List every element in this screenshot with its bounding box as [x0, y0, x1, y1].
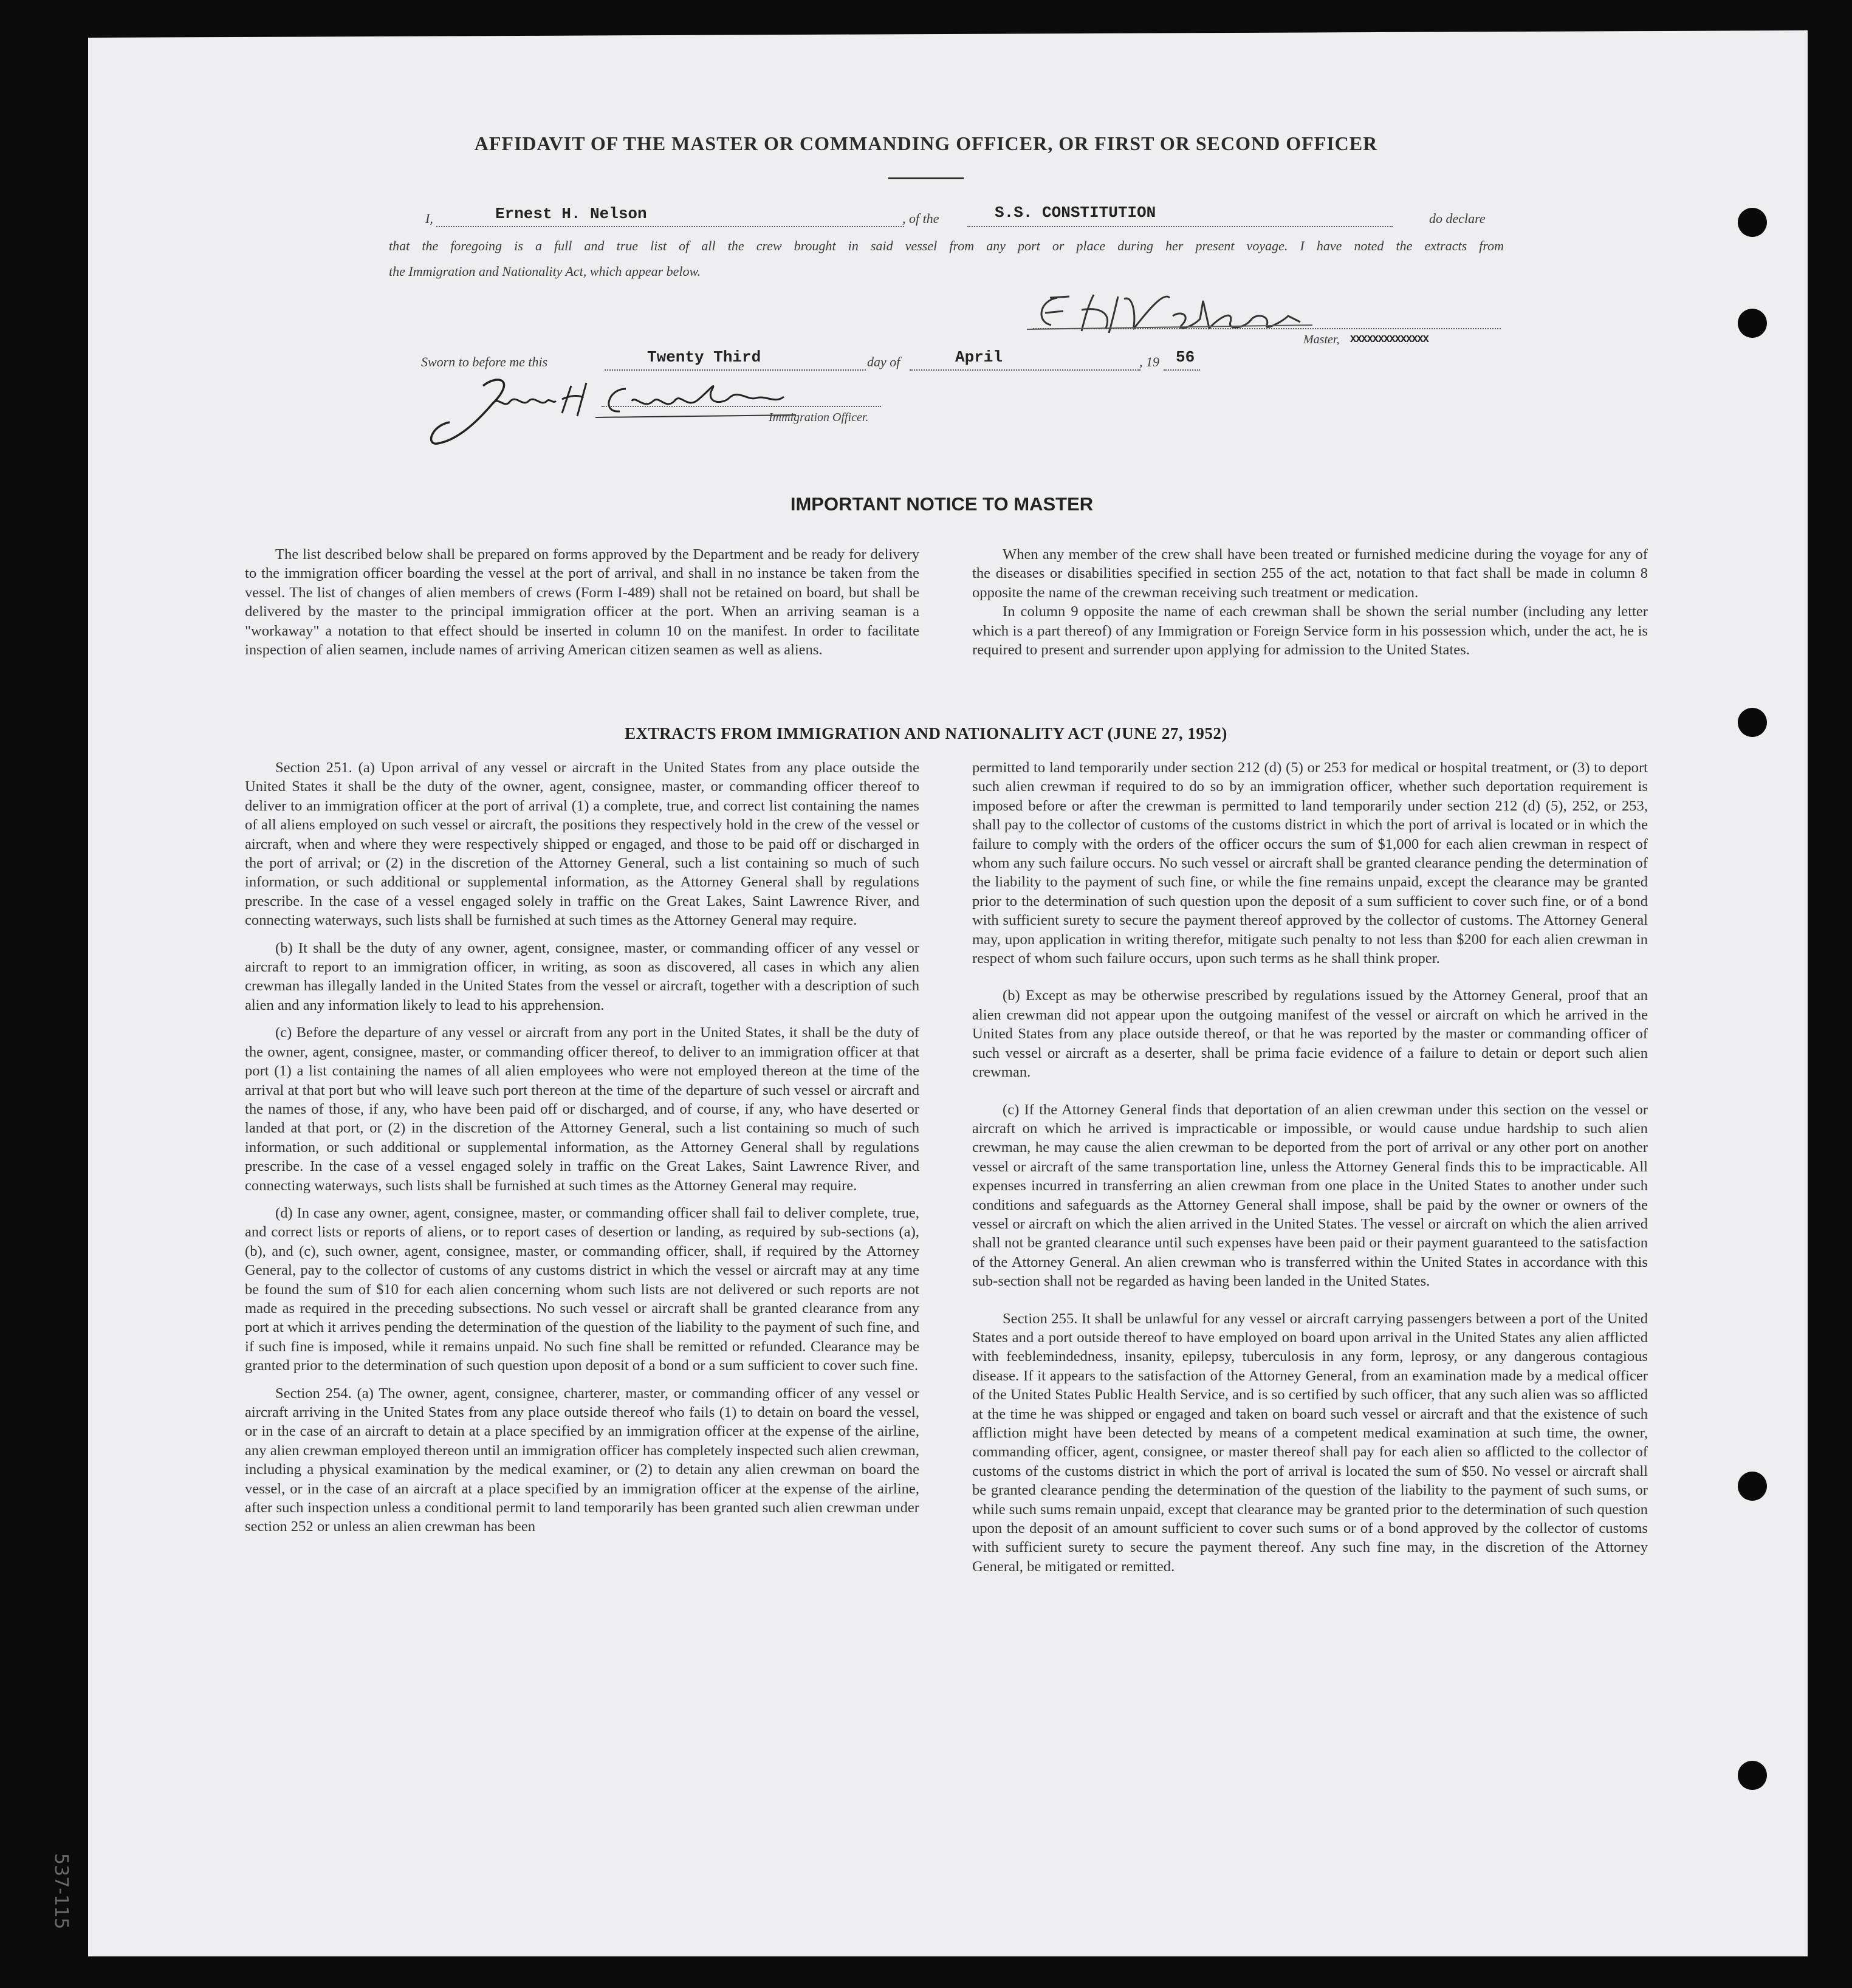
- of-the-label: , of the: [902, 211, 939, 226]
- struck-title: XXXXXXXXXXXXXX: [1350, 334, 1428, 346]
- declare-label: do declare: [1429, 211, 1486, 226]
- notice-title: IMPORTANT NOTICE TO MASTER: [790, 493, 1094, 515]
- affidavit-statement-line2: the Immigration and Nationality Act, which appear below.: [389, 264, 701, 279]
- notice-paragraph: In column 9 opposite the name of each crewman shall be shown the serial number (including any letter which is a part thereof) of any Immigration or Foreign Service form in his possession which, under the act, he is required to present and surrender upon applying for admission to the United States.: [972, 603, 1648, 659]
- affidavit-statement-line1: that the foregoing is a full and true list of all the crew brought in said vessel from any port or place during her present voyage. I have noted the extracts from: [389, 238, 1504, 253]
- sworn-year: 56: [1176, 348, 1195, 366]
- notice-paragraph: The list described below shall be prepared on forms approved by the Department and be ready for delivery to the immigration officer boarding the vessel at the port of arrival, and shall in no instance be taken from the vessel. The list of changes of alien members of crews (Form I-489) shall not be retained on board, but shall be delivered by the master to the principal immigration officer at the port. When an arriving seaman is a "workaway" a notation to that effect should be inserted in column 10 on the manifest. In order to facilitate inspection of alien seamen, include names of arriving American citizen seamen as well as aliens.: [245, 546, 919, 659]
- act-section: (b) Except as may be otherwise prescribed by regulations issued by the Attorney General, proof that an alien crewman did not appear upon the outgoing manifest of the vessel or aircraft on which he arrived in the United States from any place outside thereof, or that he was reported by the master or commanding officer of such vessel or aircraft as a deserter, shall be prima facie evidence of a failure to detain or deport such alien crewman.: [972, 987, 1648, 1081]
- month-line: [910, 369, 1140, 371]
- binder-hole: [1738, 309, 1767, 338]
- act-section: permitted to land temporarily under section 212 (d) (5) or 253 for medical or hospital treatment, or (3) to deport such alien crewman if required to do so by an immigration officer, whether such deportation requirement is imposed before or after the crewman is permitted to land temporarily under section 212 (d) (5), 252, or 253, shall pay to the collector of customs of the customs district in which the port of arrival is located or in which the failure to comply with the orders of the officer occurs the sum of $1,000 for each alien crewman in respect of whom any such failure occurs. No such vessel or aircraft shall be granted clearance pending the determination of the liability to the payment of such fine, or while the fine remains unpaid, except the clearance may be granted prior to the determination of such question upon the deposit of a sum sufficient to cover such fine, or of a bond with sufficient surety to secure the payment thereof approved by the collector of customs. The Attorney General may, upon application in writing therefor, mitigate such penalty to not less than $200 for each alien crewman in respect of whom such failure occurs, upon such terms as he shall think proper.: [972, 759, 1648, 967]
- act-section: (c) If the Attorney General finds that deportation of an alien crewman under this section on the vessel or aircraft on which he arrived is impracticable or impossible, or would cause undue hardship to such alien crewman, he may cause the alien crewman to be deported from the port of arrival or any other port on another vessel or aircraft of the same transportation line, unless the Attorney General finds this to be impracticable. All expenses incurred in transferring an alien crewman from one place in the United States to another under such conditions and safeguards as the Attorney General shall impose, shall be paid by the owner or owners of the vessel or aircraft on which the alien arrived in the United States. The vessel or aircraft on which the alien arrived shall not be granted clearance until such expenses have been paid or their payment guaranteed to the satisfaction of the Attorney General. An alien crewman who is transferred within the United States in accordance with this sub-section shall not be regarded as having been landed in the United States.: [972, 1101, 1648, 1290]
- binder-hole: [1738, 208, 1767, 237]
- margin-note: 537-115: [50, 1853, 72, 1930]
- name-line: [436, 226, 904, 227]
- sworn-day: Twenty Third: [647, 348, 761, 366]
- notice-paragraph: When any member of the crew shall have been treated or furnished medicine during the voyage for any of the diseases or disabilities specified in section 255 of the act, notation to that fact shall be made in column 8 opposite the name of the crewman receiving such treatment or medication.: [972, 546, 1648, 601]
- vessel-name: S.S. CONSTITUTION: [995, 204, 1156, 222]
- extracts-title: EXTRACTS FROM IMMIGRATION AND NATIONALITY ACT (JUNE 27, 1952): [625, 724, 1227, 742]
- sworn-month: April: [955, 348, 1003, 366]
- master-label: Master,: [1303, 333, 1340, 346]
- act-section: Section 255. It shall be unlawful for any vessel or aircraft carrying passengers between a port of the United States and a port outside thereof to have employed on board upon arrival in the United States any alien afflicted with feeblemindedness, insanity, epilepsy, tuberculosis in any form, leprosy, or any dangerous contagious disease. If it appears to the satisfaction of the Attorney General, from an examination made by a medical officer of the United States Public Health Service, and is so certified by such officer, that any such alien was so afflicted at the time he was shipped or engaged and taken on board such vessel or aircraft and that the existence of such affliction might have been detected by means of a competent medical examination at such time, the owner, commanding officer, agent, consignee, or master thereof shall pay for each alien so afflicted to the collector of customs of the customs district in which the port of arrival is located the sum of $50. No vessel or aircraft shall be granted clearance pending the determination of the question of the liability to the payment of such sums, or while such sums remain unpaid, except that clearance may be granted prior to the determination of such question upon the deposit of an amount sufficient to cover such sums or of a bond approved by the collector of customs with sufficient surety to secure the payment thereof. Any such fine may, in the discretion of the Attorney General, be mitigated or remitted.: [972, 1310, 1648, 1575]
- year-prefix: , 19: [1139, 354, 1159, 369]
- notice-left-column: [245, 545, 919, 668]
- act-section: (d) In case any owner, agent, consignee, master, or commanding officer shall fail to deliver complete, true, and correct lists or reports of aliens, or to report cases of desertion or landing, as required by sub-sections (a), (b), and (c), such owner, agent, consignee, master, or commanding officer, shall, if required by the Attorney General, pay to the collector of customs of any customs district in which the vessel or aircraft may at any time be found the sum of $10 for each alien concerning whom such lists are not delivered or such reports are not made as required in the preceding subsections. No such vessel or aircraft shall be granted clearance from any port at which it arrives pending the determination of the question of the liability to the payment of such fine, and if such fine is imposed, while it remains unpaid. No such fine shall be remitted or refunded. Clearance may be granted prior to the determination of such question upon deposit of a bond or a sum sufficient to cover such fine.: [245, 1204, 919, 1374]
- day-of-label: day of: [867, 354, 900, 369]
- declarant-name: Ernest H. Nelson: [495, 205, 647, 223]
- act-section: (c) Before the departure of any vessel or aircraft from any port in the United States, it shall be the duty of the owner, agent, consignee, master, or commanding officer thereof, to deliver to an immigration officer at that port (1) a list containing the names of all alien employees who were not employed thereon at the time of the arrival at that port but who will leave such port thereon at the time of the departure of such vessel or aircraft and the names of those, if any, who have been paid off or discharged, and of course, if any, who have deserted or landed at that port, or (2) in the discretion of the Attorney General, such a list containing so much of such information, or such additional or supplemental information, as the Attorney General shall by regulations prescribe. In the case of a vessel engaged solely in traffic on the Great Lakes, Saint Lawrence River, and connecting waterways, such lists shall be furnished at such times as the Attorney General may require.: [245, 1024, 919, 1194]
- act-section: (b) It shall be the duty of any owner, agent, consignee, master, or commanding officer of any vessel or aircraft to report to an immigration officer, in writing, as soon as discovered, all cases in which any alien crewman has illegally landed in the United States from the vessel or aircraft, together with a description of such alien and any information likely to lead to his apprehension.: [245, 939, 919, 1013]
- officer-signature-line: [602, 406, 881, 407]
- i-label: I,: [425, 211, 433, 226]
- sworn-label: Sworn to before me this: [421, 354, 548, 369]
- immigration-officer-label: Immigration Officer.: [769, 411, 869, 424]
- master-signature: [1027, 286, 1343, 337]
- title-rule: [888, 177, 964, 179]
- act-section: Section 254. (a) The owner, agent, consignee, charterer, master, or commanding officer of any vessel or aircraft arriving in the United States from any place outside thereof who fails (1) to detain on board the vessel, or in the case of an aircraft to detain at a place specified by an immigration officer at the expense of the airline, any alien crewman employed thereon until an immigration officer has completely inspected such alien crewman, including a physical examination by the medical examiner, or (2) to detain any alien crewman on board the vessel, or in the case of an aircraft at a place specified by an immigration officer at the expense of the airline, after such inspection unless a conditional permit to land temporarily has been granted such alien crewman under section 252 or unless an alien crewman has been: [245, 1385, 919, 1535]
- extracts-right-column: [972, 758, 1648, 1585]
- affidavit-title: AFFIDAVIT OF THE MASTER OR COMMANDING OFFICER, OR FIRST OR SECOND OFFICER: [474, 132, 1378, 154]
- vessel-line: [967, 226, 1393, 227]
- act-section: Section 251. (a) Upon arrival of any vessel or aircraft in the United States from any place outside the United States it shall be the duty of the owner, agent, consignee, master, or commanding officer thereof to deliver to an immigration officer at the port of arrival (1) a complete, true, and correct list containing the names of all aliens employed on such vessel or aircraft, the positions they respectively hold in the crew of the vessel or aircraft, when and where they were respectively shipped or engaged, and those to be paid off or discharged in the port of arrival; or (2) in the discretion of the Attorney General, such a list containing so much of such information, or such additional or supplemental information, as the Attorney General shall by regulations prescribe. In the case of a vessel engaged solely in traffic on the Great Lakes, Saint Lawrence River, and connecting waterways, such lists shall be furnished at such times as the Attorney General may require.: [245, 759, 919, 929]
- immigration-officer-signature: [425, 368, 814, 447]
- extracts-left-column: [245, 758, 919, 1545]
- binder-hole: [1738, 1761, 1767, 1790]
- year-line: [1164, 369, 1200, 371]
- binder-hole: [1738, 1472, 1767, 1501]
- master-signature-line: [1033, 328, 1501, 329]
- notice-right-column: [972, 545, 1648, 668]
